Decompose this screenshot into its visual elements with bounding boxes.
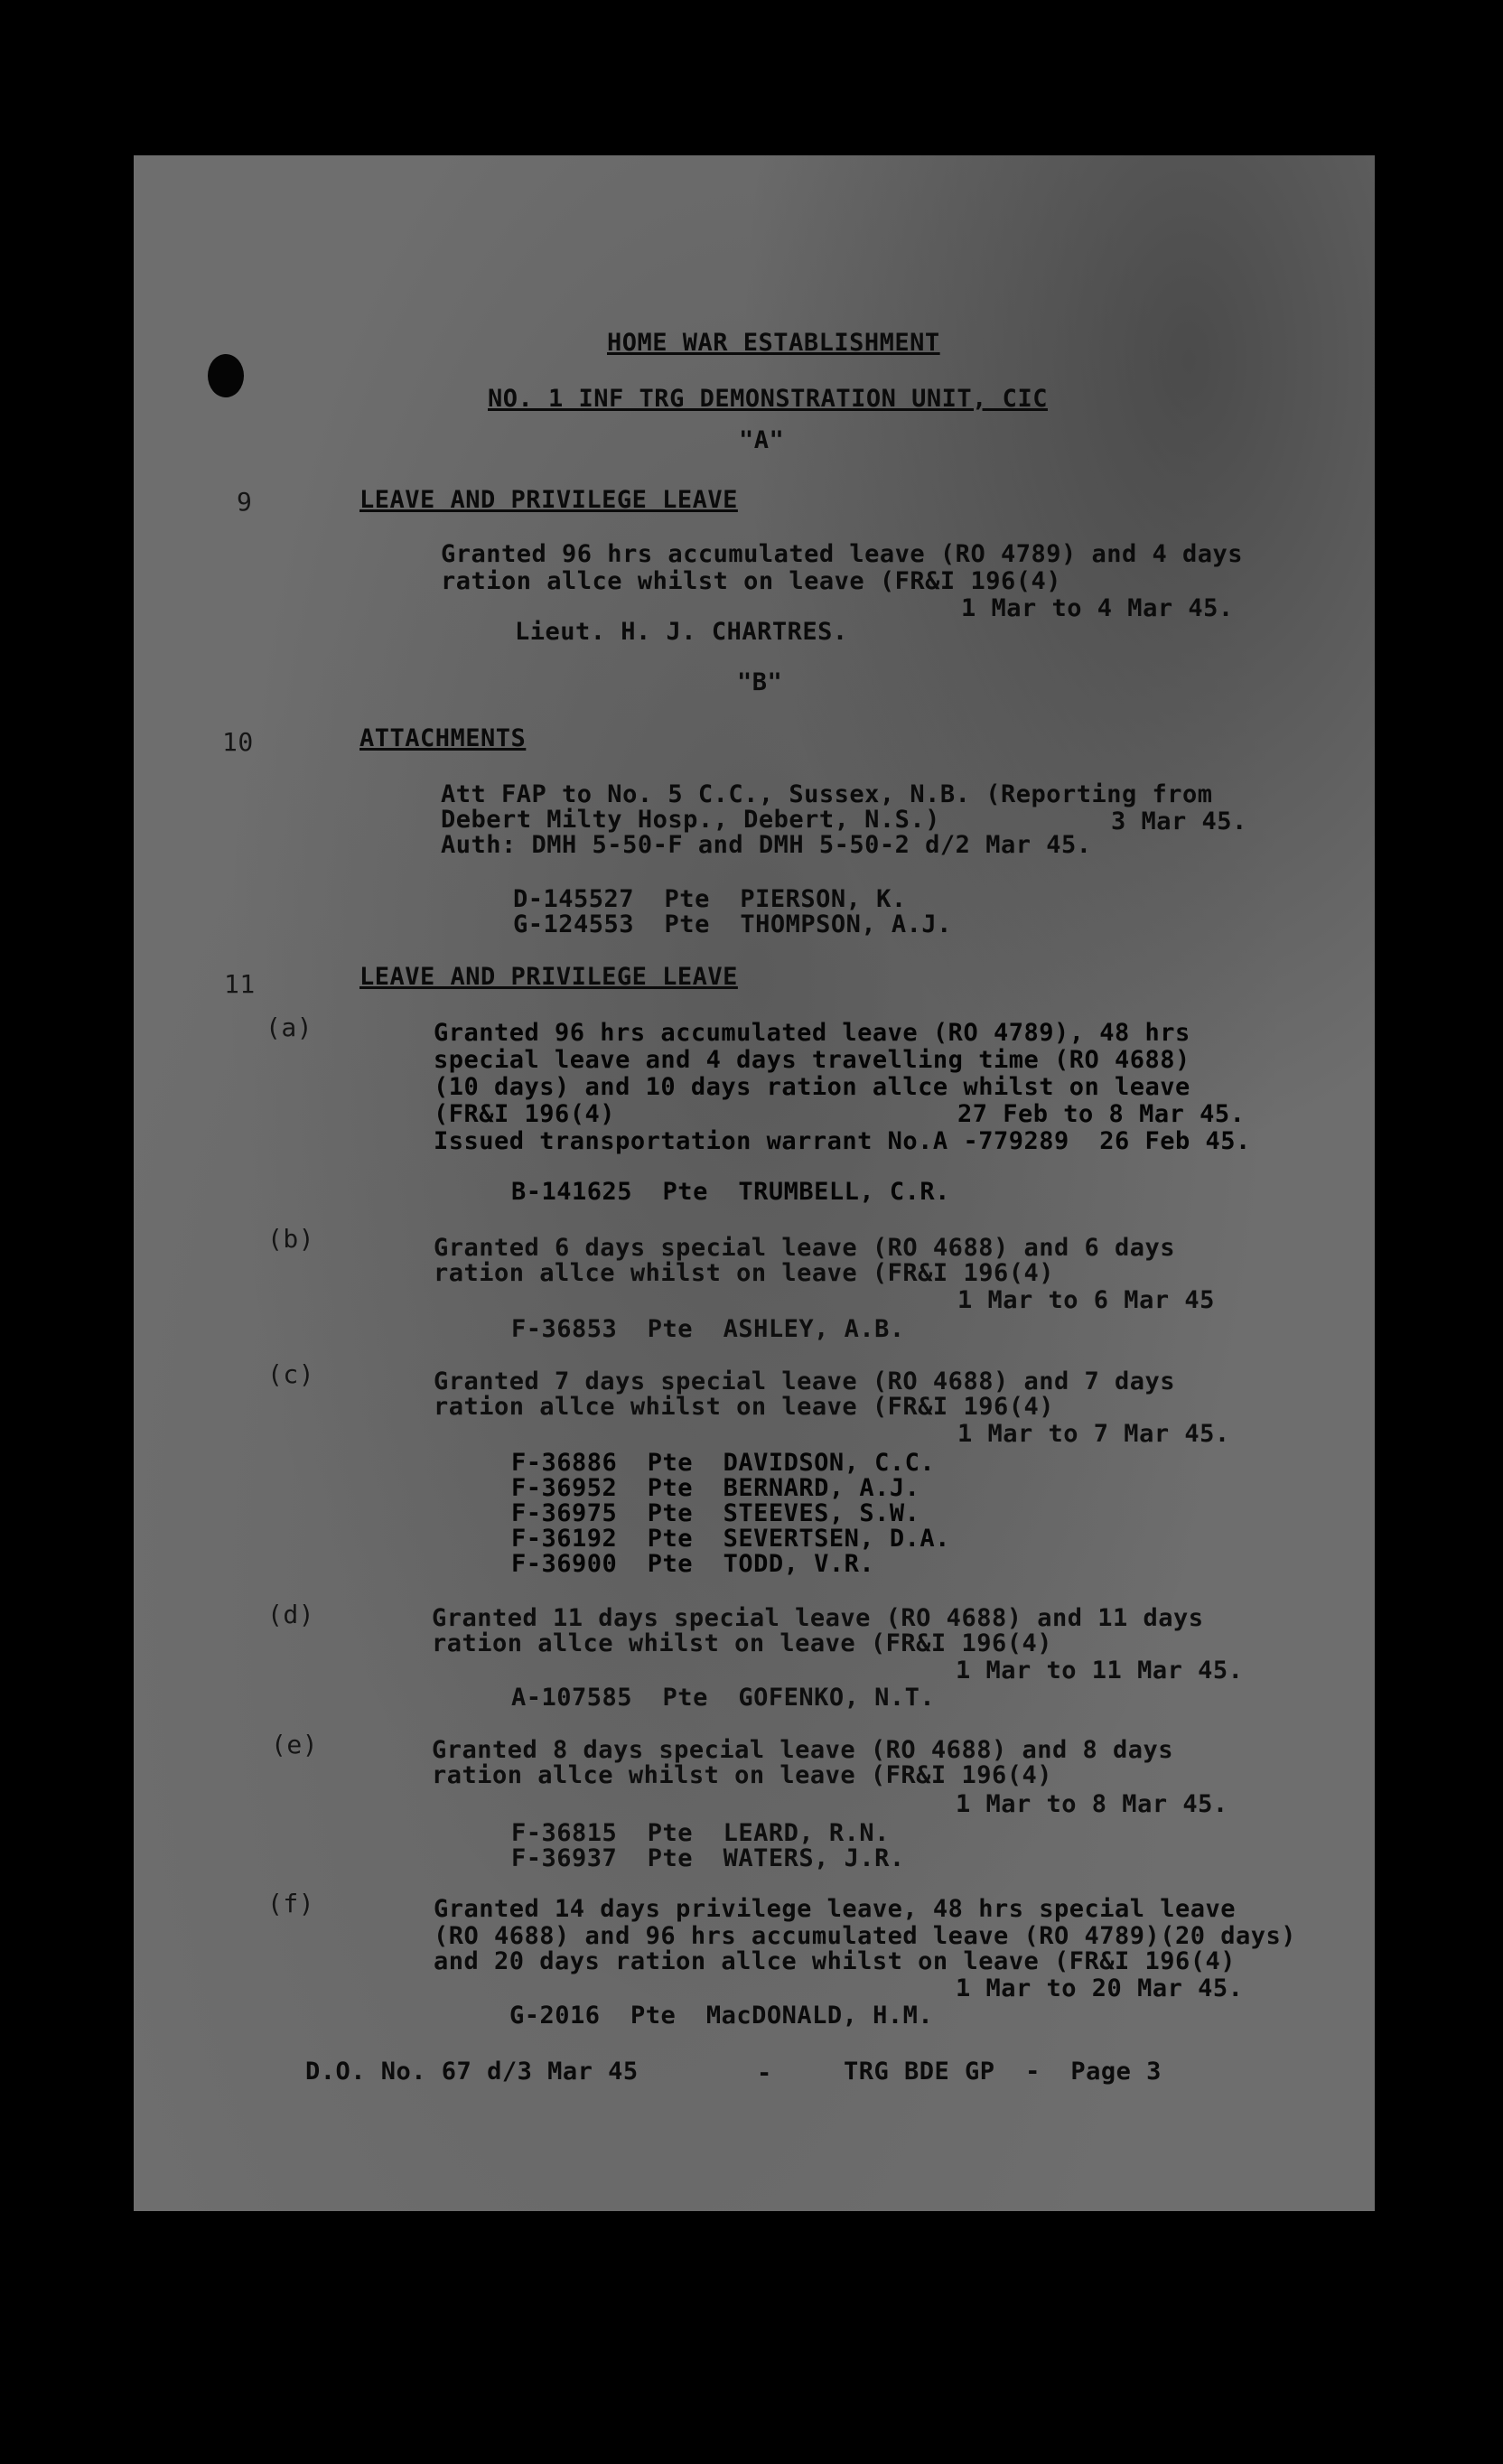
sub-e-person-2: F-36937 Pte WATERS, J.R. <box>511 1844 905 1872</box>
sub-c-person-4: F-36192 Pte SEVERTSEN, D.A. <box>511 1525 950 1553</box>
punch-hole <box>208 354 244 397</box>
sub-d-dates: 1 Mar to 11 Mar 45. <box>956 1657 1244 1685</box>
item-11-number: 11 <box>224 969 256 999</box>
sub-b-label: (b) <box>267 1224 315 1254</box>
sub-f-line-1: Granted 14 days privilege leave, 48 hrs special leave <box>434 1895 1237 1923</box>
item-9-number: 9 <box>237 487 253 517</box>
sub-e-person-1: F-36815 Pte LEARD, R.N. <box>511 1819 890 1847</box>
sub-d-line-2: ration allce whilst on leave (FR&I 196(4) <box>432 1629 1052 1657</box>
item-10-line-3: Auth: DMH 5-50-F and DMH 5-50-2 d/2 Mar 45. <box>441 831 1092 859</box>
sub-a-line-2: special leave and 4 days travelling time (RO 4688) <box>434 1046 1190 1074</box>
sub-f-line-2: (RO 4688) and 96 hrs accumulated leave (RO 4789)(20 days) <box>434 1922 1297 1950</box>
establishment-heading: HOME WAR ESTABLISHMENT <box>607 329 940 357</box>
sub-c-person-1: F-36886 Pte DAVIDSON, C.C. <box>511 1449 936 1477</box>
sub-a-line-1: Granted 96 hrs accumulated leave (RO 4789), 48 hrs <box>434 1019 1190 1047</box>
sub-e-line-2: ration allce whilst on leave (FR&I 196(4) <box>432 1761 1052 1789</box>
sub-c-label: (c) <box>267 1359 315 1389</box>
item-10-person-1: D-145527 Pte PIERSON, K. <box>513 885 907 913</box>
sub-a-dates: 27 Feb to 8 Mar 45. <box>957 1100 1246 1128</box>
sub-a-line-3: (10 days) and 10 days ration allce whilst on leave <box>434 1073 1190 1101</box>
item-10-number: 10 <box>222 727 254 757</box>
sub-e-dates: 1 Mar to 8 Mar 45. <box>956 1790 1228 1818</box>
sub-c-dates: 1 Mar to 7 Mar 45. <box>957 1420 1230 1448</box>
sub-f-dates: 1 Mar to 20 Mar 45. <box>956 1974 1244 2002</box>
item-9-line-2: ration allce whilst on leave (FR&I 196(4) <box>441 567 1061 595</box>
part-b-label: "B" <box>737 668 783 696</box>
sub-f-line-3: and 20 days ration allce whilst on leave (FR&I 196(4) <box>434 1947 1237 1975</box>
item-9-person: Lieut. H. J. CHARTRES. <box>515 618 848 646</box>
sub-c-line-2: ration allce whilst on leave (FR&I 196(4) <box>434 1393 1054 1421</box>
item-10-person-2: G-124553 Pte THOMPSON, A.J. <box>513 910 952 938</box>
item-9-heading: LEAVE AND PRIVILEGE LEAVE <box>359 486 738 514</box>
item-10-line-1: Att FAP to No. 5 C.C., Sussex, N.B. (Reporting from <box>441 780 1213 808</box>
sub-c-line-1: Granted 7 days special leave (RO 4688) and 7 days <box>434 1367 1176 1395</box>
sub-c-person-2: F-36952 Pte BERNARD, A.J. <box>511 1474 920 1502</box>
item-10-line-2: Debert Milty Hosp., Debert, N.S.) <box>441 806 940 834</box>
part-a-label: "A" <box>739 426 785 454</box>
item-10-heading: ATTACHMENTS <box>359 724 527 752</box>
sub-a-line-4: (FR&I 196(4) <box>434 1100 616 1128</box>
sub-a-person: B-141625 Pte TRUMBELL, C.R. <box>511 1178 950 1206</box>
sub-a-label: (a) <box>266 1013 313 1042</box>
sub-b-line-1: Granted 6 days special leave (RO 4688) and 6 days <box>434 1234 1176 1262</box>
item-9-dates: 1 Mar to 4 Mar 45. <box>961 594 1234 622</box>
sub-c-person-5: F-36900 Pte TODD, V.R. <box>511 1550 875 1578</box>
sub-d-person: A-107585 Pte GOFENKO, N.T. <box>511 1684 936 1712</box>
footer-dash: - <box>757 2059 772 2087</box>
sub-c-person-3: F-36975 Pte STEEVES, S.W. <box>511 1499 920 1527</box>
sub-d-label: (d) <box>267 1600 315 1629</box>
sub-b-line-2: ration allce whilst on leave (FR&I 196(4) <box>434 1259 1054 1287</box>
daily-order-ref: D.O. No. 67 d/3 Mar 45 <box>305 2058 639 2086</box>
sub-f-person: G-2016 Pte MacDONALD, H.M. <box>509 2002 934 2030</box>
sub-b-dates: 1 Mar to 6 Mar 45 <box>957 1286 1215 1314</box>
sub-e-line-1: Granted 8 days special leave (RO 4688) and 8 days <box>432 1736 1174 1764</box>
sub-f-label: (f) <box>267 1889 315 1918</box>
item-11-heading: LEAVE AND PRIVILEGE LEAVE <box>359 963 738 991</box>
sub-e-label: (e) <box>271 1730 319 1759</box>
unit-heading: NO. 1 INF TRG DEMONSTRATION UNIT, CIC <box>488 385 1048 413</box>
footer-group-page: TRG BDE GP - Page 3 <box>844 2058 1162 2086</box>
item-9-line-1: Granted 96 hrs accumulated leave (RO 4789) and 4 days <box>441 540 1244 568</box>
sub-b-person: F-36853 Pte ASHLEY, A.B. <box>511 1315 905 1343</box>
sub-a-line-5: Issued transportation warrant No.A -779289 26 Feb 45. <box>434 1127 1251 1155</box>
sub-d-line-1: Granted 11 days special leave (RO 4688) and 11 days <box>432 1604 1204 1632</box>
item-10-date: 3 Mar 45. <box>1111 807 1247 835</box>
